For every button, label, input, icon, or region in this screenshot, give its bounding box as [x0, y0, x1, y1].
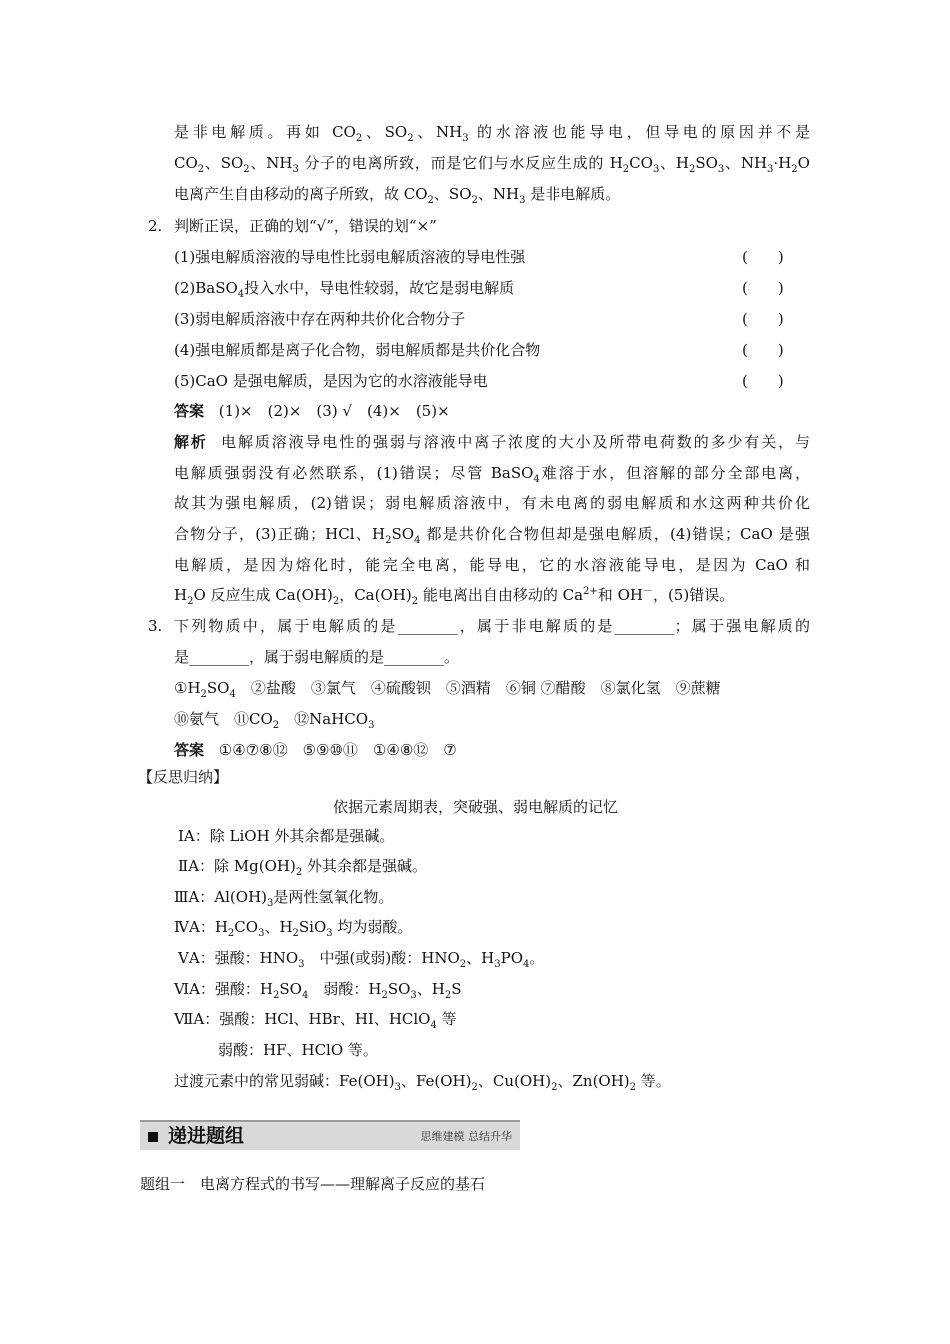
square-bullet-icon: [148, 1132, 158, 1142]
reflection-row-7a: ⅦA：强酸：HCl、HBr、HI、HClO$_4$ 等: [174, 1010, 457, 1031]
q2-item-5: (5)CaO 是强电解质，是因为它的水溶液能导电: [174, 372, 488, 390]
q2-item-2: (2)BaSO$_4$投入水中，导电性较弱，故它是弱电解质: [174, 279, 515, 300]
q3-answer: [174, 739, 457, 761]
reflection-row-6a: ⅥA：强酸：$H_2SO_4$ 弱酸：$H_2SO_3$、$H_2S$: [174, 980, 462, 1001]
q2-analysis-line-5: 电解质，是因为熔化时，能完全电离，能导电，它的水溶液能导电，是因为 CaO 和: [174, 556, 810, 574]
reflection-heading: 【反思归纳】: [138, 768, 229, 786]
reflection-row-transition: 过渡元素中的常见弱碱：$Fe(OH)_3$、$Fe(OH)_2$、$Cu(OH)_2$、$Zn(OH)_2$ 等。: [174, 1072, 671, 1093]
q2-item-4: (4)强电解质都是离子化合物，弱电解质都是共价化合物: [174, 341, 541, 359]
q2-analysis-line-3: 故其为强电解质，(2)错误；弱电解质溶液中，有未电离的弱电解质和水这两种共价化: [174, 494, 810, 512]
q2-answer-blank-3[interactable]: ( ): [742, 310, 784, 328]
answer-text: (1)× (2)× (3) √ (4)× (5)×: [218, 402, 450, 420]
q2-answer: [174, 400, 450, 422]
paragraph-line-1: 是非电解质。再如 $CO_2$、$SO_2$、$NH_3$ 的水溶液也能导电，但导电的原因并不是: [174, 123, 810, 144]
answer-label: 答案: [174, 402, 205, 420]
q2-analysis-line-1: [174, 431, 810, 453]
paragraph-line-2: $CO_2$、$SO_2$、$NH_3$ 分子的电离所致，而是它们与水反应生成的 $H_2CO_3$、$H_2SO_3$、$NH_3\cdot H_2O$: [174, 154, 810, 175]
reflection-subtitle: 依据元素周期表，突破强、弱电解质的记忆: [333, 798, 619, 816]
reflection-row-3a: ⅢA：$Al(OH)_3$是两性氢氧化物。: [174, 888, 394, 909]
q2-number: 2.: [148, 217, 163, 235]
reflection-row-5a: ⅤA：强酸：$HNO_3$ 中强(或弱)酸：$HNO_2$、$H_3PO_4$。: [178, 949, 545, 970]
q2-answer-blank-4[interactable]: ( ): [742, 341, 784, 359]
q2-analysis-line-4: 合物分子，(3)正确；HCl、$H_2SO_4$ 都是共价化合物但却是强电解质，(4)错误；CaO 是强: [174, 525, 811, 546]
q2-stem: 判断正误，正确的划“√”，错误的划“×”: [174, 217, 437, 235]
paragraph-line-3: 电离产生自由移动的离子所致，故 $CO_2$、$SO_2$、$NH_3$ 是非电解质。: [174, 185, 621, 206]
q3-options-line-2: ⑩氨气 $⑪CO_2$ ⑫NaHCO$_3$: [174, 710, 375, 731]
q3-stem-line-2: 是________，属于弱电解质的是________。: [174, 648, 460, 666]
answer-label: 答案: [174, 741, 205, 759]
analysis-text: 电解质溶液导电性的强弱与溶液中离子浓度的大小及所带电荷数的多少有关，与: [221, 433, 810, 451]
q3-stem-line-1: 下列物质中，属于电解质的是________，属于非电解质的是________；属于强电解质的: [174, 617, 810, 635]
q2-answer-blank-2[interactable]: ( ): [742, 279, 784, 297]
q2-answer-blank-1[interactable]: ( ): [742, 248, 784, 266]
reflection-row-1a: ⅠA：除 LiOH 外其余都是强碱。: [178, 827, 395, 845]
analysis-label: 解析: [174, 433, 208, 451]
question-group-title: 题组一 电离方程式的书写——理解离子反应的基石: [140, 1175, 486, 1193]
reflection-row-2a: ⅡA：除 $Mg(OH)_2$ 外其余都是强碱。: [178, 857, 427, 878]
q2-answer-blank-5[interactable]: ( ): [742, 372, 784, 390]
q3-number: 3.: [148, 617, 163, 635]
q2-analysis-line-6: $H_2O$ 反应生成 $Ca(OH)_2$，$Ca(OH)_2$ 能电离出自由移动的 $Ca^{2+}$和 OH－，(5)错误。: [174, 586, 735, 607]
banner-title: 递进题组: [168, 1125, 245, 1147]
banner-tag: 思维建模 总结升华: [420, 1130, 512, 1143]
reflection-row-4a: ⅣA：$H_2CO_3$、$H_2SiO_3$ 均为弱酸。: [174, 918, 413, 939]
q2-item-3: (3)弱电解质溶液中存在两种共价化合物分子: [174, 310, 466, 328]
q3-options-line-1: $①H_2SO_4$ ②盐酸 ③氯气 ④硫酸钡 ⑤酒精 ⑥铜 ⑦醋酸 ⑧氯化氢 ⑨蔗糖: [174, 679, 721, 700]
section-banner: [140, 1120, 520, 1150]
q2-analysis-line-2: 电解质强弱没有必然联系，(1)错误；尽管 BaSO$_4$难溶于水，但溶解的部分全部电离，: [174, 464, 810, 485]
q2-item-1: (1)强电解质溶液的导电性比弱电解质溶液的导电性强: [174, 248, 526, 266]
reflection-row-7b: 弱酸：HF、HClO 等。: [218, 1041, 378, 1059]
answer-text: ①④⑦⑧⑫ ⑤⑨⑩⑪ ①④⑧⑫ ⑦: [218, 741, 457, 759]
